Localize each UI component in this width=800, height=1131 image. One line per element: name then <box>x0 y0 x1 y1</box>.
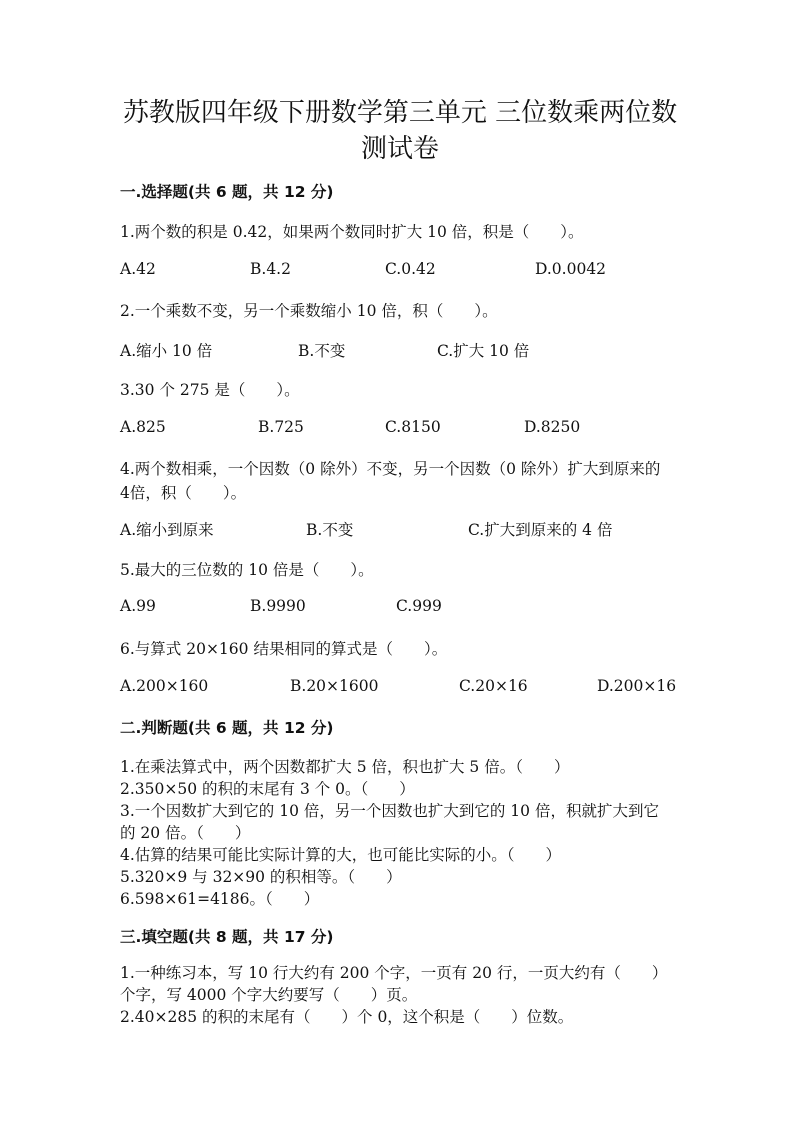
option-c: C.扩大到原来的 4 倍 <box>468 521 613 539</box>
page-title-line2: 测试卷 <box>360 134 439 164</box>
option-d: D.8250 <box>524 418 581 436</box>
judge-line: 4.估算的结果可能比实际计算的大，也可能比实际的小。（ ） <box>120 846 562 864</box>
judge-line: 2.350×50 的积的末尾有 3 个 0。（ ） <box>120 780 415 798</box>
section-heading-judge: 二.判断题(共 6 题，共 12 分) <box>120 719 334 737</box>
option-c: C.扩大 10 倍 <box>437 342 530 360</box>
fill-line: 2.40×285 的积的末尾有（ ）个 0，这个积是（ ）位数。 <box>120 1008 574 1026</box>
question-stem: 6.与算式 20×160 结果相同的算式是（ ）。 <box>120 640 448 658</box>
option-a: A.42 <box>120 260 156 278</box>
option-d: D.200×16 <box>597 677 677 695</box>
judge-line: 5.320×9 与 32×90 的积相等。（ ） <box>120 868 402 886</box>
fill-line: 1.一种练习本，写 10 行大约有 200 个字，一页有 20 行，一页大约有（ ） <box>120 964 668 982</box>
option-c: C.8150 <box>385 418 441 436</box>
option-b: B.20×1600 <box>290 677 379 695</box>
page-title-line1: 苏教版四年级下册数学第三单元 三位数乘两位数 <box>122 98 678 128</box>
fill-line: 个字，写 4000 个字大约要写（ ）页。 <box>120 986 418 1004</box>
question-stem-line1: 4.两个数相乘，一个因数（0 除外）不变，另一个因数（0 除外）扩大到原来的 <box>120 460 661 478</box>
option-d: D.0.0042 <box>535 260 607 278</box>
question-stem: 3.30 个 275 是（ ）。 <box>120 381 300 399</box>
judge-line: 1.在乘法算式中，两个因数都扩大 5 倍，积也扩大 5 倍。（ ） <box>120 758 570 776</box>
option-c: C.999 <box>396 597 442 615</box>
option-b: B.725 <box>258 418 304 436</box>
option-b: B.9990 <box>250 597 306 615</box>
option-b: B.4.2 <box>250 260 291 278</box>
judge-line: 6.598×61=4186。（ ） <box>120 890 320 908</box>
question-stem-line2: 4倍，积（ ）。 <box>120 484 247 502</box>
option-a: A.缩小 10 倍 <box>120 342 213 360</box>
question-stem: 1.两个数的积是 0.42，如果两个数同时扩大 10 倍，积是（ ）。 <box>120 223 584 241</box>
option-a: A.99 <box>120 597 156 615</box>
option-b: B.不变 <box>306 521 354 539</box>
section-heading-fill: 三.填空题(共 8 题，共 17 分) <box>120 928 334 946</box>
option-a: A.200×160 <box>120 677 209 695</box>
option-b: B.不变 <box>298 342 346 360</box>
option-a: A.825 <box>120 418 166 436</box>
question-stem: 5.最大的三位数的 10 倍是（ ）。 <box>120 561 374 579</box>
section-heading-choice: 一.选择题(共 6 题，共 12 分) <box>120 183 334 201</box>
option-a: A.缩小到原来 <box>120 521 214 539</box>
judge-line: 的 20 倍。（ ） <box>120 824 251 842</box>
judge-line: 3.一个因数扩大到它的 10 倍，另一个因数也扩大到它的 10 倍，积就扩大到它 <box>120 802 659 820</box>
question-stem: 2.一个乘数不变，另一个乘数缩小 10 倍，积（ ）。 <box>120 302 498 320</box>
option-c: C.0.42 <box>385 260 436 278</box>
option-c: C.20×16 <box>459 677 528 695</box>
